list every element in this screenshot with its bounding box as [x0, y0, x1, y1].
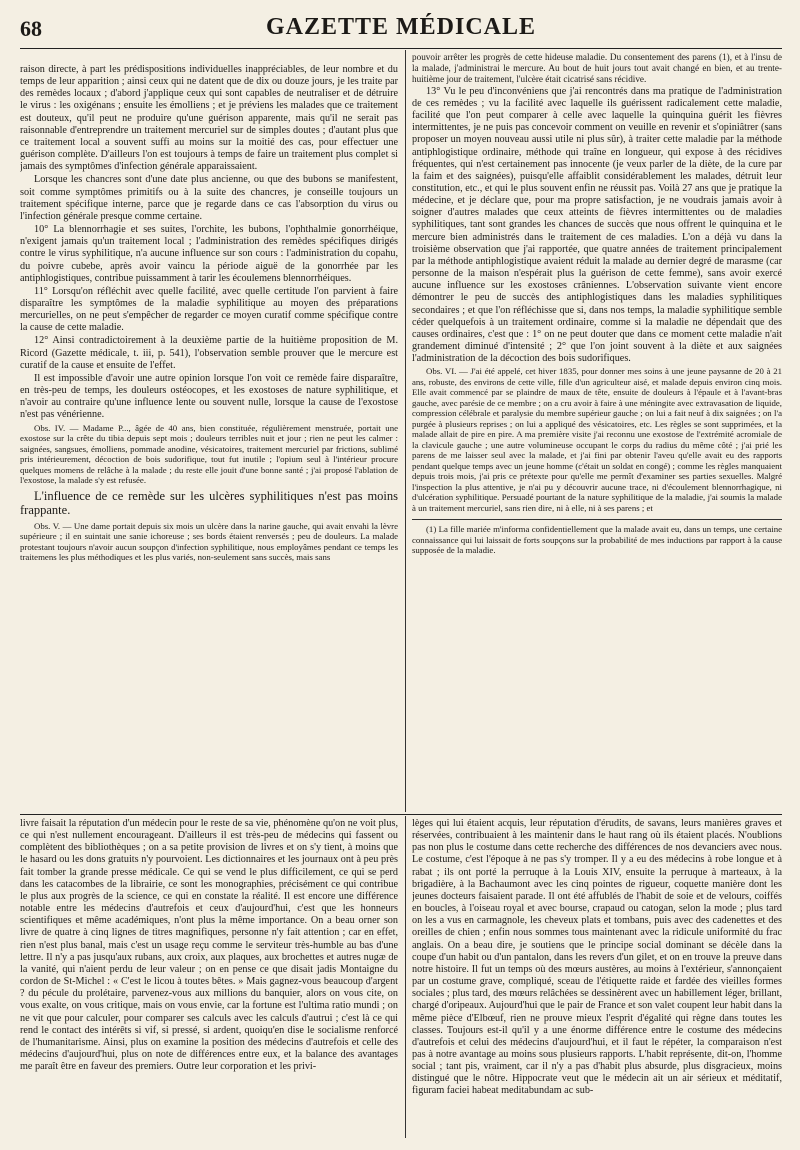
page-header	[20, 14, 782, 44]
bottom-left-column	[20, 818, 398, 1138]
paragraph: Il est impossible d'avoir une autre opinion lorsque l'on voit ce remède faire disparaître, en très-peu de temps, les douleurs ostéocopes, et les exostoses de nature syphilitique, et n'avoir au contraire qu'une influence lente ou souvent nulle, lorsque la cause de l'exostose n'est pas vénérienne.	[20, 372, 398, 421]
paragraph: 11° Lorsqu'on réfléchit avec quelle facilité, avec quelle certitude l'on parvient à faire disparaître les symptômes de la maladie syphilitique au moyen des préparations mercurielles, on ne peut s'empêcher de regarder ce moyen curatif comme spécifique contre la cause de cette maladie.	[20, 285, 398, 334]
paragraph: 13° Vu le peu d'inconvéniens que j'ai rencontrés dans ma pratique de l'administration de ces remèdes ; vu la facilité avec laquelle ils guérissent radicalement cette maladie, facilité que l'on peut comparer à celle avec laquelle la quinquina guérit les fièvres intermittentes, je ne puis pas concevoir comment on veuille en revenir et s'opiniâtrer (sans proposer un moyen nouveau aussi utile ni plus sûr), à traiter cette maladie par la méthode antiphlogistique ordinaire, méthode qui traîne en longueur, qui expose à des récidives fréquentes, qui n'est certainement pas innocente (je veux parler de la diète, de la cure par la faim et des saignées), puisqu'elle affaiblit considérablement les malades, détruit leur constitution, etc., et qui le plus souvent enfin ne réussit pas. Voilà 27 ans que je pratique la médecine, et je déclare que, pour ma propre satisfaction, je ne voudrais jamais avoir à soigner d'autres malades que ceux atteints de fièvres intermittentes ou de maladies syphilitiques, tant sont grandes les chances de succès que nous offrent le quinquina et le mercure bien administrés dans le traitement de ces maladies. L'on a déjà vu dans la troisième observation que j'ai rapportée, que quatre années de traitement principalement par la méthode antiphlogistique avaient réduit la malade au dernier degré de marasme (car personne de la maison n'espérait plus la guérison de cette femme), sans avoir exercé aucune influence sur les exostoses crâniennes. L'observation suivante vient encore démontrer le peu de succès des antiphlogistiques dans les maladies syphilitiques secondaires ; et que l'on réfléchisse que si, dans nos temps, la maladie syphilitique semble céder quelquefois à un traitement ordinaire, comme si la maladie ne dépendait que des causes ordinaires, c'est que : 1° on ne peut douter que dans ce moment cette maladie n'ait grandement diminué d'intensité ; 2° que l'on joint souvent à la diète et aux saignées l'administration de la décoction des bois sudorifiques.	[412, 85, 782, 365]
left-column	[20, 64, 398, 814]
column-divider	[405, 50, 406, 812]
page-number: 68	[20, 16, 42, 41]
header-rule	[20, 48, 782, 49]
observation-v: Obs. V. — Une dame portait depuis six mois un ulcère dans la narine gauche, qui avait envahi la lèvre supérieure ; il en suintait une sanie ichoreuse ; ses bords étaient renversés ; peu de douleurs. La malade protestant toujours n'avoir aucun soupçon d'infection syphilitique, nous employâmes pendant ce temps les traitemens les plus méthodiques et les plus variés, non-seulement sans succès, mais sans	[20, 520, 398, 563]
paragraph: lèges qui lui étaient acquis, leur réputation d'érudits, de savans, leurs manières graves et réservées, contribuaient à les maintenir dans le haut rang où ils étaient placés. N'oublions pas non plus le costume dans cette recherche des différences de nos devanciers avec nous. Le costume, c'est l'époque à ne pas s'y tromper. Il y a eu des médecins à robe longue et à rabat ; ils ont porté la perruque à la Louis XIV, ensuite la perruque à marteaux, à la brigadière, à la Bachaumont avec les cinq pointes de rigueur, coquette manière dont les jeunes docteurs faisaient parade. Il ont été affublés de l'habit de soie et de velours, coiffés en boucles, à l'oiseau royal et avec bourse, crapaud ou catogan, selon la mode ; plus tard on les a vus en carmagnole, les cheveux plats et tombans, puis avec des cadenettes et des oreilles de chien ; enfin nous sommes tous maintenant avec la ridicule uniformité du frac anglais. On a beau dire, je soutiens que le principe social dominant se décèle dans la coupe d'un habit ou d'un pantalon, dans les revers d'un gilet, et on en trouve la preuve dans notre histoire. Il fut un temps où des mœurs austères, au moins à l'extérieur, s'annonçaient par un costume grave, compliqué, sceau de l'étiquette raide et fardée des vieilles formes sociales ; plus tard, des mœurs relâchées se dessinèrent avec un habillement léger, brillant, chargé d'oripeaux. Aujourd'hui que le pair de France et son valet coupent leur habit dans la même pièce d'Elbœuf, rien ne prouve mieux l'esprit d'égalité qui règne dans toutes les classes. Toujours est-il qu'il y a une énorme différence entre le costume des médecins d'autrefois et celui des médecins d'aujourd'hui, et il faut le répéter, la comparaison n'est pas à notre avantage au moins sous plusieurs rapports. L'habit représente, dit-on, l'homme social ; tant pis, vraiment, car il n'y a pas d'habit plus absurde, plus disgracieux, moins distingué que le nôtre. Hippocrate veut que le médecin ait un air sérieux et méditatif, figuram faciei habeat meditabundam ac sub-	[412, 818, 782, 1097]
column-divider	[405, 816, 406, 1138]
journal-title: GAZETTE MÉDICALE	[265, 14, 537, 40]
bottom-right-column	[412, 818, 782, 1138]
paragraph: 10° La blennorrhagie et ses suites, l'orchite, les bubons, l'ophthalmie gonorrhéique, n'exigent jamais qu'un traitement local ; l'administration des remèdes spécifiques dirigés contre le virus syphilitique, n'a aucune influence sur son cours : l'administration du copahu, du poivre cubebe, après avoir vaincu la période aiguë de la gonorrhée par les antiphlogistiques, contribue puissamment à tarir les écoulemens blennorrhéiques.	[20, 224, 398, 284]
observation-iv: Obs. IV. — Madame P..., âgée de 40 ans, bien constituée, régulièrement menstruée, portait une exostose sur la crête du tibia depuis sept mois ; douleurs terribles nuit et jour ; rien ne peut les calmer : saignées, sangsues, émolliens, pommade anodine, vésicatoires, traitement mercuriel par frictions, sublimé pris intérieurement, décoction de bois sudorifique, tout fut inutile ; l'opium seul à l'intérieur procure quelques momens de relâche à la malade ; du reste elle jouit d'une bonne santé ; j'ai proposé l'ablation de l'exostose, la malade s'y est refusée.	[20, 422, 398, 486]
right-column	[412, 52, 782, 814]
paragraph: Lorsque les chancres sont d'une date plus ancienne, ou que des bubons se manifestent, soit comme symptômes primitifs ou à la suite des chancres, je conseille toujours un traitement spécifique interne, parce que je regarde dans ce cas l'absorption du virus ou l'infection générale presque comme certaine.	[20, 174, 398, 222]
paragraph: L'influence de ce remède sur les ulcères syphilitiques n'est pas moins frappante.	[20, 488, 398, 518]
paragraph: 12° Ainsi contradictoirement à la deuxième partie de la huitième proposition de M. Ricord (Gazette médicale, t. iii, p. 541), l'observation semble prouver que le mercure est curatif de la cause et ensuite de l'effet.	[20, 335, 398, 371]
observation-vi: Obs. VI. — J'ai été appelé, cet hiver 1835, pour donner mes soins à une jeune paysanne de 20 à 21 ans, robuste, des environs de cette ville, fille d'un agriculteur aisé, et malade depuis environ cinq mois. Elle avait commencé par se plaindre de maux de tête, ensuite de douleurs à l'épaule et à l'avant-bras gauche, avec parésie de ce membre ; on a cru avoir à faire à une méningite avec extravasation de liquide, compression célébrale et paralysie du membre supérieur gauche ; on lui a fait neuf à dix saignées ; on l'a purgée à plusieurs reprises ; on lui a appliqué des vésicatoires, etc. Les règles se sont supprimées, et la malade allait de pire en pire. A ma première visite j'ai reconnu une exostose de l'extrémité acromiale de la clavicule gauche ; une autre volumineuse occupant le corps du radius du même côté ; j'ai prié les parens de me laisser seul avec la malade, et j'ai fini par obtenir l'aveu qu'elle avait eu des rapports pendant quelque temps avec un jeune homme (c'était un soldat en congé) ; comme les règles manquaient depuis trois mois, j'ai pris ce prétexte pour qu'elle me permît d'examiner ses parties sexuelles. Malgré l'inspection la plus attentive, je n'ai pu y découvrir aucune trace, ni d'écoulement blennorrhagique, ni d'ulcération syphilitique. Persuadé pourtant de la nature syphilitique de la maladie, j'ai soumis la malade à un traitement mercuriel, sans rien dire, ni à elle, ni à ses parens ; et	[412, 366, 782, 513]
footnote-rule	[412, 519, 782, 520]
paragraph: livre faisait la réputation d'un médecin pour le reste de sa vie, phénomène qu'on ne voit plus, ce qui n'est nullement encourageant. D'ailleurs il est très-peu de médecins qui fassent ou complètent des bibliothèques ; on a sa petite provision de livres et on s'y tient, à moins que le hasard ou les dons gratuits n'y pourvoient. Les dictionnaires et les journaux ont à peu près fait tomber la grande presse médicale. Ce qui se vend le plus difficilement, ce qui se perd dans les catacombes de la librairie, ce sont les monographies, précisément ce qui contribue le plus aux progrès de la science, ce qui en constate la réalité. Il est encore une différence notable entre les médecins d'autrefois et ceux d'aujourd'hui, c'est que les honneurs scientifiques et même académiques, n'ont plus la même importance. On a beau orner son livre de quatre à cinq lignes de titres magnifiques, personne n'y fait attention ; car en effet, rien n'est plus banal, mais c'est un usage reçu comme le serviteur très-humble au bas d'une lettre. Il n'y a pas jusqu'aux rubans, aux croix, aux plaques, aux brochettes et autres nugæ de la vanité, qui n'aient perdu de leur valeur ; on en pense ce que disait jadis Montaigne du cordon de St-Michel : « C'est le licou à toutes bêtes. » Mais gagnez-vous beaucoup d'argent ? du pécule du prolétaire, parvenez-vous aux millions du banquier, alors on vous cite, on vous exalte, on vous critique, mais on vous envie, car la fortune est l'ultima ratio mundi ; on ne vit que pour calculer, pour comparer ses calculs avec les calculs d'autrui ; c'est là ce qui rend le contact des intérêts si vif, si pressé, si ardent, quoiqu'en dise le socialisme renforcé de l'humanitarisme. Ainsi, plus on examine la position des médecins d'autrefois et celle des médecins d'aujourd'hui, plus on note de différences entre eux, et la balance des avantages me paraît être en faveur des premiers. Outre leur corporation et les privi-	[20, 818, 398, 1073]
section-rule	[20, 814, 782, 815]
footnote: (1) La fille mariée m'informa confidentiellement que la malade avait eu, dans un temps, une certaine connaissance qui lui laissait de forts soupçons sur la probabilité de mes inductions par rapport à la cause supposée de la maladie.	[412, 524, 782, 556]
paragraph: pouvoir arrêter les progrès de cette hideuse maladie. Du consentement des parens (1), et à l'insu de la malade, j'administrai le mercure. Au bout de huit jours tout avait changé en bien, et au trente-huitième jour de traitement, l'ulcère était cicatrisé sans récidive.	[412, 52, 782, 84]
paragraph: raison directe, à part les prédispositions individuelles inappréciables, de leur nombre et du temps de leur apparition ; ainsi ceux qui ne datent que de dix ou douze jours, je les traite par des remèdes locaux ; d'abord j'applique ceux qui sont capables de neutraliser et de détruire le virus : les oxigénans ; ensuite les émolliens ; et je préviens les malades que ce traitement est douteux, qu'il peut ne produire qu'une guérison apparente, mais qu'il ne serait pas raisonnable d'entreprendre un traitement mercuriel sur de simples doutes ; d'autant plus que ce traitement local a souvent suffi au moins sur la moitié des cas, pour effectuer une guérison complète. D'ailleurs l'on est toujours à temps de faire un traitement plus complet si jamais des symptômes d'infection générale apparaissaient.	[20, 64, 398, 173]
